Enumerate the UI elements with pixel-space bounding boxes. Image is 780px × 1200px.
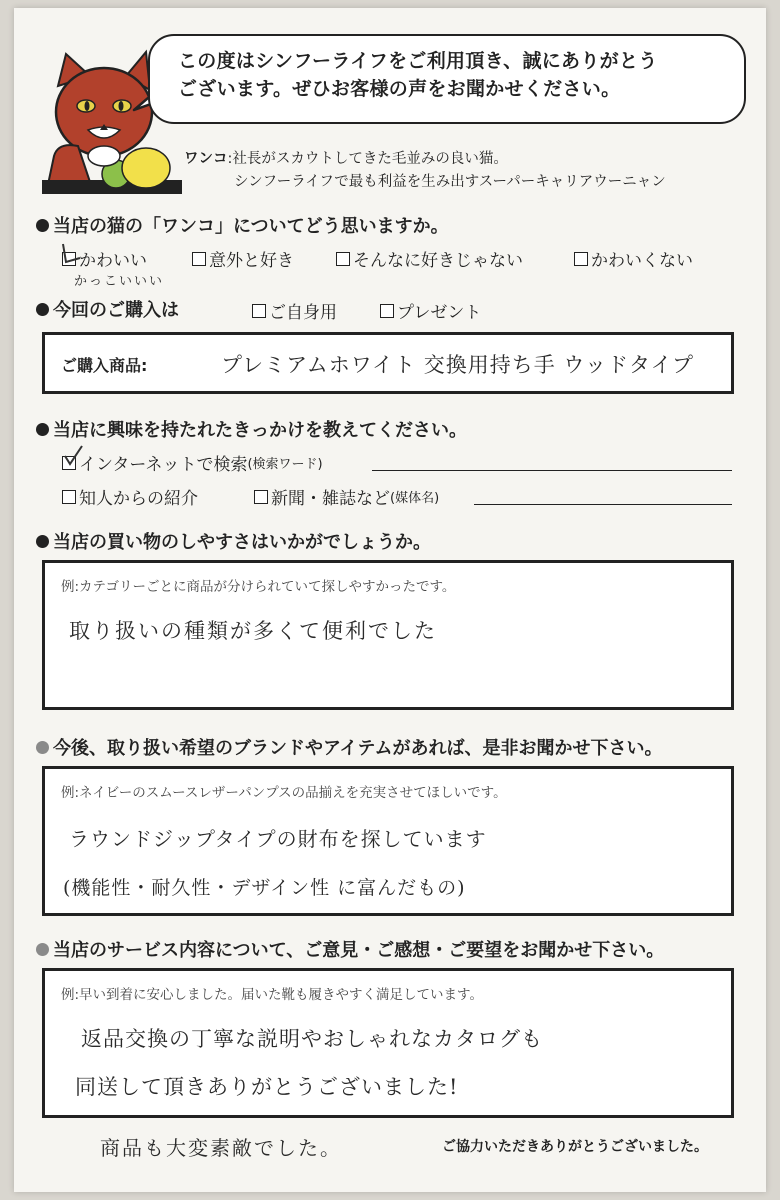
option-label: プレゼント bbox=[397, 303, 482, 323]
checkbox[interactable] bbox=[380, 304, 394, 318]
q5-answer-line-1: ラウンドジップタイプの財布を探しています bbox=[69, 827, 487, 851]
checkmark-icon bbox=[62, 444, 84, 468]
checkbox[interactable] bbox=[252, 304, 266, 318]
bullet-icon bbox=[36, 423, 49, 436]
question-6 bbox=[36, 936, 664, 962]
option-sublabel: (検索ワード) bbox=[247, 457, 323, 472]
option-sublabel: (媒体名) bbox=[390, 491, 440, 506]
option-label: かわいくない bbox=[591, 251, 693, 271]
q6-answer-line-1: 返品交換の丁寧な説明やおしゃれなカタログも bbox=[81, 1027, 543, 1051]
q1-handwritten-note: かっこいいい bbox=[74, 274, 165, 289]
bullet-icon bbox=[36, 535, 49, 548]
option-label: 新聞・雑誌など bbox=[271, 489, 390, 509]
q2-option-self[interactable] bbox=[252, 298, 337, 323]
option-label: そんなに好きじゃない bbox=[353, 251, 523, 271]
q3-option-search[interactable] bbox=[62, 450, 323, 475]
speech-bubble bbox=[148, 34, 746, 124]
q1-option-not-so-like[interactable] bbox=[336, 246, 523, 271]
q5-example: 例:ネイビーのスムースレザーパンプスの品揃えを充実させてほしいです。 bbox=[61, 785, 507, 801]
option-label: インターネットで検索 bbox=[79, 455, 248, 475]
survey-card bbox=[14, 8, 766, 1192]
wanko-desc-2: シンフーライフで最も利益を生み出すスーパーキャリアウーニャン bbox=[234, 174, 666, 191]
q1-option-not-cute[interactable] bbox=[574, 246, 693, 271]
q4-example: 例:カテゴリーごとに商品が分けられていて探しやすかったです。 bbox=[61, 579, 456, 595]
option-label: ご自身用 bbox=[269, 303, 337, 323]
question-4-text: 当店の買い物のしやすさはいかがでしょうか。 bbox=[53, 532, 431, 553]
question-4 bbox=[36, 528, 431, 554]
question-5-text: 今後、取り扱い希望のブランドやアイテムがあれば、是非お聞かせ下さい。 bbox=[53, 738, 663, 759]
product-label: ご購入商品: bbox=[61, 356, 148, 375]
checkmark-icon bbox=[60, 240, 82, 266]
q4-answer-box[interactable] bbox=[42, 560, 734, 710]
question-1 bbox=[36, 212, 449, 238]
greeting-line-2: ございます。ぜひお客様の声をお聞かせください。 bbox=[178, 77, 621, 100]
q6-answer-box[interactable] bbox=[42, 968, 734, 1118]
checkbox[interactable] bbox=[336, 252, 350, 266]
q3-option-media[interactable] bbox=[254, 484, 439, 509]
q6-answer-line-3: 商品も大変素敵でした。 bbox=[100, 1136, 342, 1160]
question-6-text: 当店のサービス内容について、ご意見・ご感想・ご要望をお聞かせ下さい。 bbox=[53, 940, 665, 961]
checkbox[interactable] bbox=[192, 252, 206, 266]
bullet-icon bbox=[36, 303, 49, 316]
product-box bbox=[42, 332, 734, 394]
wanko-name: ワンコ bbox=[184, 151, 228, 167]
bullet-icon bbox=[36, 741, 49, 754]
option-label: 意外と好き bbox=[209, 251, 294, 271]
question-3-text: 当店に興味を持たれたきっかけを教えてください。 bbox=[53, 420, 467, 441]
footer-thanks: ご協力いただきありがとうございました。 bbox=[442, 1139, 708, 1155]
greeting-line-1: この度はシンフーライフをご利用頂き、誠にありがとう bbox=[178, 50, 658, 72]
question-5 bbox=[36, 734, 662, 760]
q6-example: 例:早い到着に安心しました。届いた靴も履きやすく満足しています。 bbox=[61, 987, 483, 1003]
q5-answer-box[interactable] bbox=[42, 766, 734, 916]
media-name-line[interactable] bbox=[474, 504, 732, 505]
q5-answer-line-2: (機能性・耐久性・デザイン性 に富んだもの) bbox=[63, 877, 466, 899]
option-label: 知人からの紹介 bbox=[79, 489, 198, 509]
wanko-description bbox=[184, 148, 666, 194]
wanko-desc-1: :社長がスカウトしてきた毛並みの良い猫。 bbox=[227, 151, 508, 167]
bullet-icon bbox=[36, 219, 49, 232]
q4-answer: 取り扱いの種類が多くて便利でした bbox=[69, 619, 437, 643]
checkbox[interactable] bbox=[574, 252, 588, 266]
question-3 bbox=[36, 416, 467, 442]
question-1-text: 当店の猫の「ワンコ」についてどう思いますか。 bbox=[53, 216, 449, 237]
checkbox[interactable] bbox=[62, 490, 76, 504]
checkbox[interactable] bbox=[254, 490, 268, 504]
question-2-text: 今回のご購入は bbox=[53, 300, 179, 321]
product-value[interactable]: プレミアムホワイト 交換用持ち手 ウッドタイプ bbox=[221, 353, 694, 377]
question-2 bbox=[36, 296, 179, 322]
q1-option-surprisingly-like[interactable] bbox=[192, 246, 294, 271]
q6-answer-line-2: 同送して頂きありがとうございました! bbox=[75, 1075, 459, 1099]
q3-option-friend[interactable] bbox=[62, 484, 198, 509]
q2-option-gift[interactable] bbox=[380, 298, 481, 323]
search-word-line[interactable] bbox=[372, 470, 732, 471]
option-label: かわいい bbox=[79, 251, 147, 271]
bullet-icon bbox=[36, 943, 49, 956]
